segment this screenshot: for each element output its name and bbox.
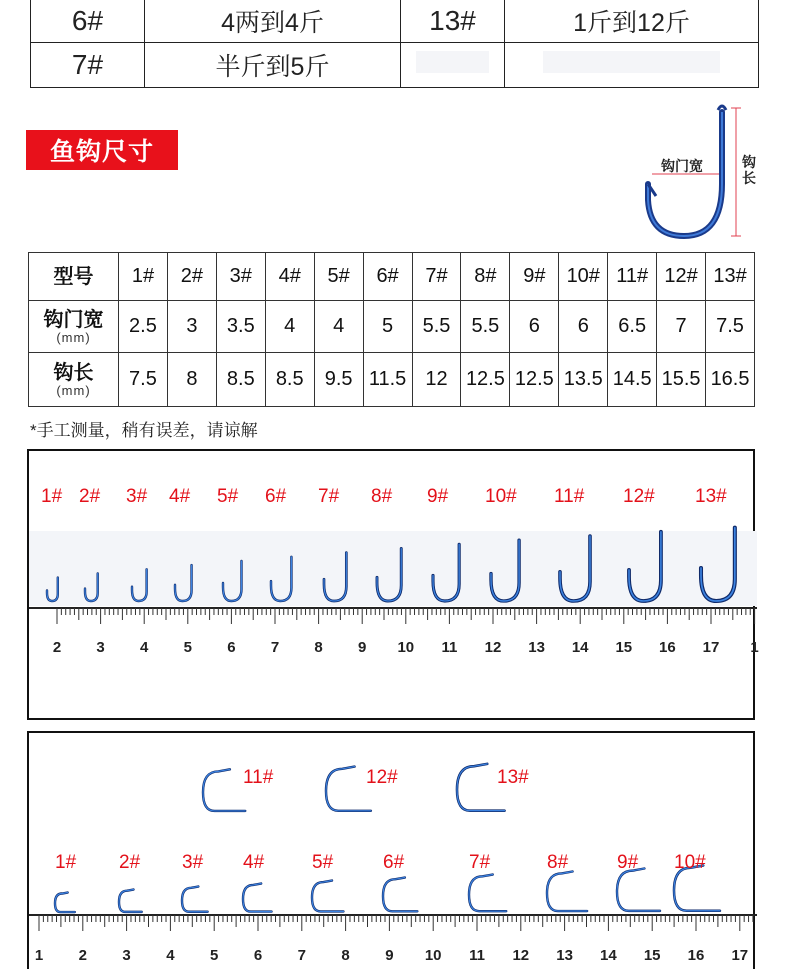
ruler-number: 4 (140, 639, 149, 656)
hook-size-label: 9# (617, 852, 639, 873)
ruler-number: 5 (183, 639, 192, 656)
gap-width-cell: 7 (657, 301, 706, 353)
gap-width-cell: 3.5 (216, 301, 265, 353)
hook-size-label: 8# (371, 486, 393, 507)
ruler-number: 13 (556, 947, 573, 964)
size-header-cell: 2# (167, 253, 216, 301)
gap-width-cell: 5 (363, 301, 412, 353)
gap-width-cell: 4 (265, 301, 314, 353)
table-row (29, 301, 755, 353)
blank-placeholder (543, 51, 720, 73)
table-row (31, 0, 759, 43)
hook-size-label: 1# (41, 486, 63, 507)
row-header-label: 型号 (53, 265, 94, 288)
size-header-cell: 6# (363, 253, 412, 301)
weight-range-cell: 4两到4斤 (145, 0, 401, 43)
ruler-number: 16 (687, 947, 705, 964)
hook-size-label: 7# (469, 852, 491, 873)
row-header-label: 钩长 (53, 361, 94, 384)
ruler-number: 10 (424, 947, 442, 964)
ruler-number: 3 (122, 947, 131, 964)
fish-hook-icon (312, 881, 343, 912)
gap-width-label: 钩门宽 (661, 158, 703, 174)
weight-range-table (30, 0, 759, 88)
blank-placeholder (416, 51, 488, 73)
ruler-number: 1 (750, 639, 759, 656)
fish-hook-icon (469, 875, 506, 912)
row-header-label: 钩门宽 (43, 308, 104, 331)
ruler-number: 13 (528, 639, 545, 656)
ruler-number: 7 (270, 639, 280, 656)
gap-width-cell: 4 (314, 301, 363, 353)
hook-size-cell: 7# (31, 43, 145, 88)
ruler-number: 16 (659, 639, 676, 656)
hook-size-label: 6# (265, 486, 287, 507)
hook-size-label: 9# (427, 486, 449, 507)
row-header-unit: (mm) (56, 329, 91, 345)
hook-size-cell: 13# (401, 0, 505, 43)
hook-size-label: 3# (182, 852, 204, 873)
ruler-number: 14 (571, 639, 589, 656)
fish-hook-icon (326, 767, 371, 811)
measurement-note: *手工测量，稍有误差，请谅解 (30, 421, 258, 440)
hook-length-cell: 15.5 (657, 353, 706, 407)
ruler-number: 12 (512, 947, 530, 964)
ruler-number: 12 (484, 639, 502, 656)
ruler-number: 9 (385, 947, 394, 964)
ruler-number: 15 (643, 947, 661, 964)
hook-length-cell: 16.5 (706, 353, 755, 407)
hook-size-label: 4# (169, 486, 191, 507)
hook-size-label: 5# (217, 486, 239, 507)
gap-width-cell: 6 (559, 301, 608, 353)
ruler-number: 4 (166, 947, 175, 964)
ruler-number: 1 (34, 947, 44, 964)
hook-size-table (28, 252, 755, 407)
hook-length-label: 钩长 (742, 154, 756, 186)
ruler-number: 6 (253, 947, 263, 964)
ruler-number: 17 (702, 639, 720, 656)
ruler-number: 14 (600, 947, 617, 964)
fish-hook-icon (547, 872, 587, 912)
size-header-cell: 13# (706, 253, 755, 301)
hook-size-label: 10# (674, 852, 706, 873)
weight-range-cell: 1斤到12斤 (505, 0, 759, 43)
gap-width-cell: 2.5 (119, 301, 168, 353)
hook-size-label: 12# (623, 486, 655, 507)
hook-comparison-photo-2 (27, 731, 755, 969)
ruler-number: 8 (314, 639, 323, 656)
hook-length-cell: 12.5 (510, 353, 559, 407)
empty-cell (401, 43, 505, 88)
gap-width-cell: 3 (167, 301, 216, 353)
table-row (29, 353, 755, 407)
hook-size-label: 3# (126, 486, 148, 507)
table-row (31, 43, 759, 88)
hook-length-cell: 8.5 (216, 353, 265, 407)
hook-length-cell: 11.5 (363, 353, 412, 407)
size-header-cell: 1# (119, 253, 168, 301)
gap-width-cell: 6.5 (608, 301, 657, 353)
hook-length-cell: 12 (412, 353, 461, 407)
row-header-length (29, 353, 119, 407)
hook-size-label: 4# (243, 852, 265, 873)
ruler-number: 8 (341, 947, 350, 964)
ruler-number: 2 (52, 639, 62, 656)
table-row (29, 253, 755, 301)
row-header-gap (29, 301, 119, 353)
ruler-number: 6 (227, 639, 236, 656)
hook-size-cell: 6# (31, 0, 145, 43)
fish-hook-icon (203, 769, 245, 811)
size-header-cell: 12# (657, 253, 706, 301)
ruler-number: 9 (358, 639, 367, 656)
hook-length-cell: 9.5 (314, 353, 363, 407)
hook-size-label: 11# (243, 767, 274, 788)
hook-length-cell: 8.5 (265, 353, 314, 407)
weight-range-cell: 半斤到5斤 (145, 43, 401, 88)
hook-length-cell: 8 (167, 353, 216, 407)
row-header-model (29, 253, 119, 301)
fish-hook-icon (383, 878, 417, 912)
ruler-number: 17 (731, 947, 749, 964)
fish-hook-icon (617, 869, 660, 911)
section-title: 鱼钩尺寸 (26, 130, 178, 170)
hook-size-label: 11# (554, 486, 585, 507)
hook-size-label: 2# (119, 852, 141, 873)
hook-length-cell: 7.5 (119, 353, 168, 407)
fish-hook-icon (55, 893, 75, 913)
size-header-cell: 11# (608, 253, 657, 301)
ruler-number: 11 (469, 947, 485, 964)
fish-hook-icon (182, 887, 208, 912)
hook-size-label: 7# (318, 486, 340, 507)
size-header-cell: 8# (461, 253, 510, 301)
ruler-number: 3 (96, 639, 105, 656)
size-header-cell: 3# (216, 253, 265, 301)
hook-size-label: 12# (366, 767, 398, 788)
hook-length-cell: 12.5 (461, 353, 510, 407)
hook-size-label: 5# (312, 852, 334, 873)
hook-size-label: 10# (485, 486, 517, 507)
gap-width-cell: 6 (510, 301, 559, 353)
fish-hook-icon (243, 884, 272, 912)
size-header-cell: 10# (559, 253, 608, 301)
ruler-number: 2 (78, 947, 87, 964)
hook-length-cell: 13.5 (559, 353, 608, 407)
hook-size-label: 2# (79, 486, 101, 507)
size-header-cell: 4# (265, 253, 314, 301)
hook-size-label: 1# (55, 852, 77, 873)
hook-dimension-diagram (636, 104, 766, 244)
size-header-cell: 7# (412, 253, 461, 301)
photo-background (29, 531, 757, 606)
empty-cell (505, 43, 759, 88)
hook-size-label: 8# (547, 852, 569, 873)
hook-size-label: 13# (497, 767, 529, 788)
row-header-unit: (mm) (56, 382, 91, 398)
fish-hook-icon (119, 890, 142, 912)
hook-size-label: 13# (695, 486, 727, 507)
ruler-number: 10 (397, 639, 415, 656)
hook-size-label: 6# (383, 852, 405, 873)
gap-width-cell: 7.5 (706, 301, 755, 353)
gap-width-cell: 5.5 (412, 301, 461, 353)
hook-length-cell: 14.5 (608, 353, 657, 407)
size-header-cell: 9# (510, 253, 559, 301)
ruler-number: 7 (297, 947, 306, 964)
hook-comparison-photo-1 (27, 449, 759, 720)
gap-width-cell: 5.5 (461, 301, 510, 353)
ruler-number: 11 (441, 639, 458, 656)
ruler-number: 15 (615, 639, 633, 656)
size-header-cell: 5# (314, 253, 363, 301)
ruler-number: 5 (210, 947, 219, 964)
